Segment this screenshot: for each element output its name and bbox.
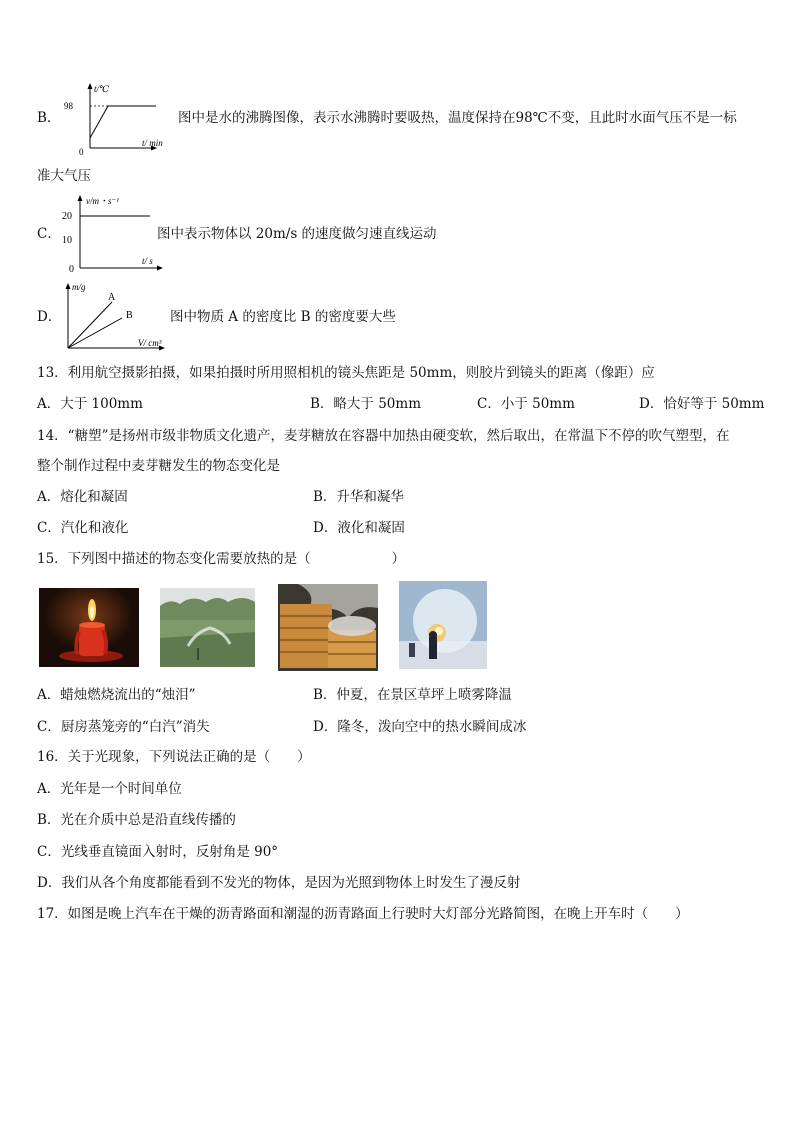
option-b-letter: B． bbox=[37, 110, 61, 126]
option-d-letter: D． bbox=[37, 309, 62, 325]
mass-volume-graph-xlabel: V/ cm³ bbox=[138, 338, 162, 348]
option-b-text: 图中是水的沸腾图像，表示水沸腾时要吸热，温度保持在98℃不变，且此时水面气压不是一标 bbox=[178, 110, 737, 126]
q14-option-d[interactable]: D．液化和凝固 bbox=[313, 520, 405, 536]
option-d-text: 图中物质 A 的密度比 B 的密度要大些 bbox=[170, 309, 396, 325]
q14-stem: 14．“糖塑”是扬州市级非物质文化遗产，麦芽糖放在容器中加热由硬变软，然后取出，在常温下不停的吹气塑型，在 bbox=[37, 428, 730, 444]
q14-stem-cont: 整个制作过程中麦芽糖发生的物态变化是 bbox=[37, 458, 280, 474]
steamer-photo bbox=[278, 584, 378, 671]
option-c-letter: C． bbox=[37, 226, 61, 242]
q14-option-a[interactable]: A．熔化和凝固 bbox=[37, 489, 128, 505]
candle-photo bbox=[39, 588, 139, 667]
velocity-graph-ytick-20: 20 bbox=[62, 211, 72, 222]
mass-volume-line-a-label: A bbox=[108, 292, 116, 303]
q16-option-d[interactable]: D．我们从各个角度都能看到不发光的物体，是因为光照到物体上时发生了漫反射 bbox=[37, 875, 521, 891]
velocity-graph-xlabel: t/ s bbox=[142, 256, 153, 266]
q13-option-c[interactable]: C．小于 50mm bbox=[477, 396, 575, 412]
q13-option-b[interactable]: B．略大于 50mm bbox=[310, 396, 421, 412]
q16-stem: 16．关于光现象，下列说法正确的是（ ） bbox=[37, 749, 311, 765]
q16-option-b[interactable]: B．光在介质中总是沿直线传播的 bbox=[37, 812, 236, 828]
velocity-graph-ytick-10: 10 bbox=[62, 235, 72, 246]
q13-option-d[interactable]: D．恰好等于 50mm bbox=[639, 396, 765, 412]
sprinkler-photo bbox=[160, 588, 255, 667]
option-c-text: 图中表示物体以 20m/s 的速度做匀速直线运动 bbox=[157, 226, 437, 242]
boiling-graph-ylabel: t/℃ bbox=[94, 84, 110, 94]
mass-volume-graph bbox=[60, 278, 175, 354]
q15-option-a[interactable]: A．蜡烛燃烧流出的“烛泪” bbox=[37, 687, 196, 703]
q16-option-c[interactable]: C．光线垂直镜面入射时，反射角是 90° bbox=[37, 844, 279, 860]
q14-option-c[interactable]: C．汽化和液化 bbox=[37, 520, 129, 536]
boiling-graph-ytick: 98 bbox=[64, 101, 73, 111]
boiling-graph-origin: 0 bbox=[79, 147, 84, 156]
q14-option-b[interactable]: B．升华和凝华 bbox=[313, 489, 404, 505]
q15-option-b[interactable]: B．仲夏，在景区草坪上喷雾降温 bbox=[313, 687, 512, 703]
velocity-graph bbox=[60, 192, 170, 274]
boiling-graph-xlabel: t/ min bbox=[142, 138, 163, 148]
q16-option-a[interactable]: A．光年是一个时间单位 bbox=[37, 781, 182, 797]
q17-stem: 17．如图是晚上汽车在干燥的沥青路面和潮湿的沥青路面上行驶时大灯部分光路简图，在晚上开车时（ ） bbox=[37, 906, 689, 922]
velocity-graph-ylabel: v/m・s⁻¹ bbox=[86, 196, 119, 206]
q13-stem: 13．利用航空摄影拍摄，如果拍摄时所用照相机的镜头焦距是 50mm，则胶片到镜头的距离（像距）应 bbox=[37, 365, 655, 381]
q13-option-a[interactable]: A．大于 100mm bbox=[37, 396, 143, 412]
mass-volume-line-b-label: B bbox=[126, 310, 133, 321]
option-b-text-cont: 准大气压 bbox=[37, 168, 91, 184]
boiling-graph bbox=[62, 80, 180, 156]
mass-volume-graph-ylabel: m/g bbox=[72, 282, 86, 292]
velocity-graph-origin: 0 bbox=[69, 264, 74, 274]
q15-stem: 15．下列图中描述的物态变化需要放热的是（ ） bbox=[37, 551, 406, 567]
q15-option-d[interactable]: D．隆冬，泼向空中的热水瞬间成冰 bbox=[313, 719, 527, 735]
splash-ice-photo bbox=[399, 581, 487, 669]
q15-option-c[interactable]: C．厨房蒸笼旁的“白汽”消失 bbox=[37, 719, 210, 735]
